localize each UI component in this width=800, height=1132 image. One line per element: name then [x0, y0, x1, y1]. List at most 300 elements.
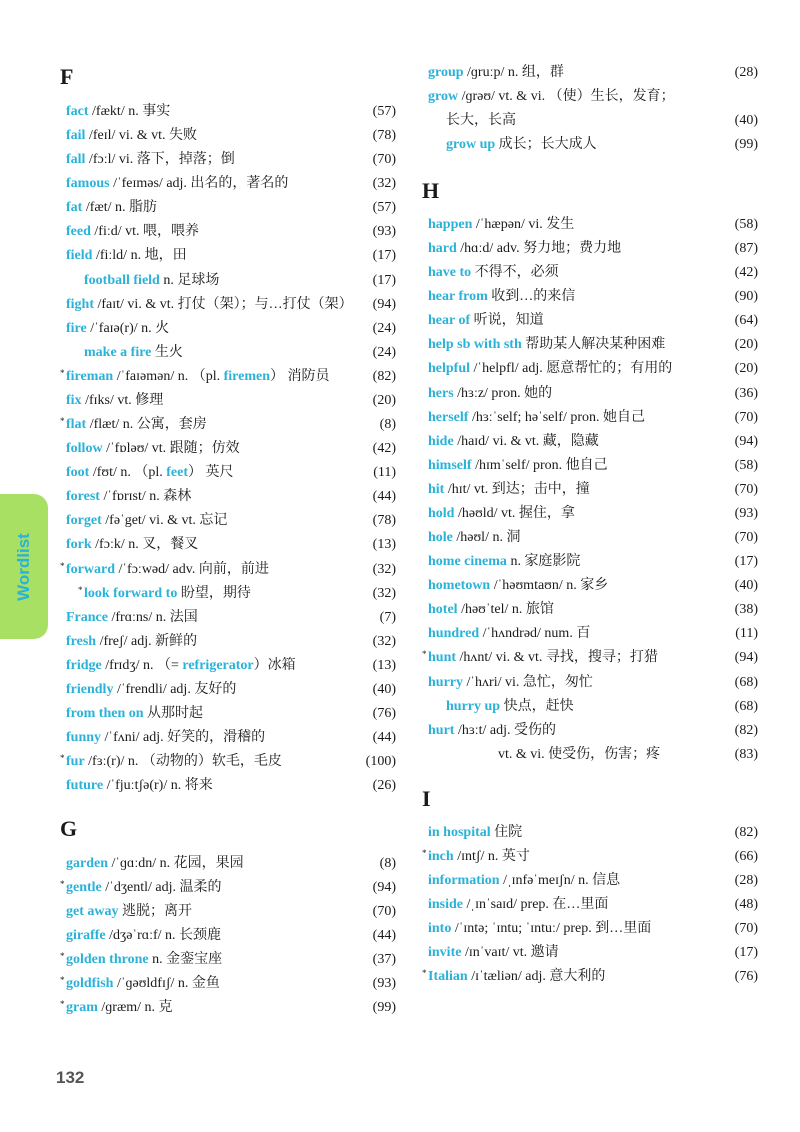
entry-definition: 从那时起: [143, 706, 204, 721]
entry-headword: fur: [66, 754, 85, 770]
entry-headword: happen: [428, 217, 473, 232]
wordlist-entry: [428, 455, 758, 477]
entry-definition: /ˈhelpfl/ adj. 愿意帮忙的；有用的: [470, 361, 673, 377]
entry-headword: hers: [428, 385, 454, 401]
wordlist-entry: [428, 599, 758, 621]
wordlist-entry: [66, 655, 396, 677]
wordlist-entry: [66, 221, 396, 243]
entry-definition: vt. & vi. 使受伤，伤害；疼: [498, 746, 661, 762]
entry-definition: /hɜːz/ pron. 她的: [453, 385, 553, 401]
entry-unit-ref: (83): [734, 746, 758, 762]
entry-definition: /ˈfʌni/ adj. 好笑的，滑稽的: [101, 730, 266, 746]
wordlist-entry: [446, 110, 758, 132]
entry-unit-ref: (17): [734, 554, 758, 570]
wordlist-entry: [66, 534, 396, 556]
wordlist-entry: [428, 894, 758, 916]
entry-unit-ref: (93): [372, 976, 396, 992]
wordlist-entry: [60, 973, 396, 995]
entry-headword: hear from: [428, 289, 488, 305]
entry-unit-ref: (57): [372, 104, 396, 119]
entry-unit-ref: (70): [734, 481, 758, 497]
entry-headword: fact: [66, 104, 89, 119]
wordlist-entry: [428, 720, 758, 742]
entry-definition: /ˈfaɪə(r)/ n. 火: [86, 320, 170, 336]
entry-definition: /fɪks/ vt. 修理: [81, 392, 164, 408]
entry-headword: invite: [428, 945, 462, 961]
entry-definition-tail: ） 英尺: [188, 465, 234, 481]
star-marker: *: [78, 584, 83, 595]
entry-definition: /ˈfɒrɪst/ n. 森林: [99, 489, 192, 505]
wordlist-entry: [428, 86, 758, 108]
entry-headword: foot: [66, 465, 90, 481]
entry-headword: inch: [428, 849, 454, 865]
entry-definition: /fiːd/ vt. 喂，喂养: [90, 224, 200, 240]
entry-unit-ref: (99): [734, 137, 758, 153]
entry-headword: fresh: [66, 633, 97, 649]
entry-headword: garden: [66, 856, 108, 871]
entry-unit-ref: (94): [734, 650, 758, 666]
entry-definition: /ˌɪnfəˈmeɪʃn/ n. 信息: [499, 873, 621, 889]
entry-unit-ref: (32): [372, 633, 396, 649]
entry-headword: hit: [428, 481, 445, 497]
entry-headword: group: [428, 65, 464, 80]
entry-unit-ref: (93): [372, 224, 396, 240]
entry-unit-ref: (32): [372, 561, 396, 577]
wordlist-entry: [66, 727, 396, 749]
entry-headword: Italian: [428, 969, 468, 985]
entry-unit-ref: (20): [372, 392, 396, 408]
entry-unit-ref: (94): [372, 296, 396, 312]
wordlist-entry: [498, 744, 758, 766]
entry-headword: hole: [428, 530, 453, 546]
entry-unit-ref: (58): [734, 217, 758, 232]
entry-unit-ref: (82): [734, 722, 758, 738]
entry-unit-ref: (28): [734, 65, 758, 80]
wordlist-entry: [446, 134, 758, 156]
wordlist-entry: [66, 438, 396, 460]
entry-headword: fire: [66, 320, 87, 336]
entry-headword: hurry up: [446, 698, 501, 714]
wordlist-entry: [428, 286, 758, 308]
entry-definition: /ˈdʒentl/ adj. 温柔的: [101, 880, 222, 896]
entry-unit-ref: (68): [734, 698, 758, 714]
entry-definition: 生火: [151, 344, 183, 360]
entry-unit-ref: (32): [372, 585, 396, 601]
entry-definition: /faɪt/ vi. & vt. 打仗（架）；与…打仗（架）: [94, 296, 353, 312]
star-marker: *: [60, 999, 65, 1010]
entry-unit-ref: (44): [372, 928, 396, 944]
entry-definition: /ˈfaɪəmən/ n. （pl.: [113, 368, 224, 384]
entry-definition: /ɪˈtæliən/ adj. 意大利的: [467, 969, 606, 985]
entry-unit-ref: (17): [372, 272, 396, 288]
entry-definition: /flæt/ n. 公寓，套房: [86, 417, 207, 433]
entry-unit-ref: (11): [373, 465, 396, 481]
entry-unit-ref: (64): [734, 313, 758, 329]
wordlist-entry: [428, 870, 758, 892]
entry-definition: 长大，长高: [446, 113, 516, 129]
wordlist-entry: [66, 318, 396, 340]
entry-headword: help sb with sth: [428, 337, 522, 353]
wordlist-entry: [84, 270, 396, 292]
entry-definition: /həʊl/ n. 洞: [452, 530, 521, 546]
entry-definition: /fiːld/ n. 地，田: [92, 248, 187, 264]
entry-definition: /fæt/ n. 脂肪: [82, 200, 157, 216]
entry-headword: hard: [428, 241, 457, 257]
entry-unit-ref: (68): [734, 674, 758, 690]
entry-headword: grow up: [446, 137, 496, 153]
entry-definition: /ɡruːp/ n. 组，群: [463, 65, 564, 80]
entry-definition-tail: ） 消防员: [270, 368, 330, 384]
entry-headword: have to: [428, 265, 472, 281]
wordlist-entry: [66, 462, 396, 484]
entry-definition: 收到…的来信: [487, 289, 576, 305]
wordlist-entry: [428, 527, 758, 549]
wordlist-entry: [428, 918, 758, 940]
entry-unit-ref: (20): [734, 337, 758, 353]
entry-unit-ref: (44): [372, 489, 396, 505]
entry-unit-ref: (24): [372, 320, 396, 336]
entry-headword: fight: [66, 296, 94, 312]
wordlist-entry: [66, 197, 396, 219]
entry-headword: gram: [66, 1000, 98, 1016]
entry-definition: /fɔːl/ vi. 落下，掉落；倒: [85, 152, 235, 168]
entry-headword: football field: [84, 272, 160, 288]
entry-definition: /ˈfɔːwəd/ adv. 向前，前进: [115, 561, 269, 577]
wordlist-entry: [422, 846, 758, 868]
entry-definition: /hɜːt/ adj. 受伤的: [454, 722, 556, 738]
entry-definition: 成长；长大成人: [495, 137, 597, 153]
entry-definition: n. 家庭影院: [506, 554, 581, 570]
entry-unit-ref: (40): [734, 113, 758, 129]
wordlist-side-tab: [0, 494, 48, 639]
section-letter-h: H: [422, 178, 440, 203]
entry-definition: 快点，赶快: [500, 698, 574, 714]
entry-unit-ref: (57): [372, 200, 396, 216]
wordlist-entry: [60, 559, 396, 581]
star-marker: *: [60, 975, 65, 986]
wordlist-entry: [60, 997, 396, 1019]
entry-headword: flat: [66, 417, 87, 433]
entry-headword: golden throne: [66, 952, 149, 968]
entry-headword: gentle: [66, 880, 102, 896]
entry-definition: /hɜːˈself; həˈself/ pron. 她自己: [468, 409, 646, 425]
entry-headword: hear of: [428, 313, 471, 329]
wordlist-entry: [428, 575, 758, 597]
entry-headword: fireman: [66, 368, 114, 384]
entry-definition: /ˌɪnˈsaɪd/ prep. 在…里面: [463, 897, 609, 913]
entry-definition: /frɑːns/ n. 法国: [107, 609, 198, 625]
wordlist-entry: [66, 173, 396, 195]
entry-definition: /ˈhəʊmtaʊn/ n. 家乡: [490, 578, 609, 594]
entry-headword: funny: [66, 730, 102, 746]
entry-unit-ref: (42): [372, 441, 396, 457]
entry-headword: fat: [66, 200, 83, 216]
entry-headword: follow: [66, 441, 103, 457]
entry-unit-ref: (32): [372, 176, 396, 192]
entry-headword: helpful: [428, 361, 471, 377]
entry-unit-ref: (7): [379, 609, 396, 625]
entry-unit-ref: (90): [734, 289, 758, 305]
star-marker: *: [422, 649, 427, 660]
entry-unit-ref: (93): [734, 505, 758, 521]
entry-definition: /ɪnˈvaɪt/ vt. 邀请: [461, 945, 559, 961]
entry-definition: 不得不，必须: [471, 265, 559, 281]
wordlist-entry: [66, 486, 396, 508]
entry-headword: hide: [428, 433, 454, 449]
wordlist-entry: [66, 510, 396, 532]
entry-unit-ref: (40): [734, 578, 758, 594]
entry-definition: /hɪt/ vt. 到达；击中，撞: [444, 481, 590, 497]
wordlist-entry: [66, 853, 396, 875]
entry-headword: friendly: [66, 681, 114, 697]
wordlist-entry: [428, 942, 758, 964]
entry-unit-ref: (38): [734, 602, 758, 618]
entry-definition: /fɔːk/ n. 叉，餐叉: [91, 537, 199, 553]
entry-headword: hundred: [428, 626, 480, 642]
wordlist-entry: [428, 310, 758, 332]
entry-definition: n. 金銮宝座: [148, 952, 223, 968]
wordlist-entry: [428, 238, 758, 260]
entry-unit-ref: (13): [372, 537, 396, 553]
entry-unit-ref: (11): [735, 626, 758, 642]
entry-unit-ref: (82): [734, 825, 758, 840]
entry-definition: /fəˈget/ vi. & vt. 忘记: [101, 513, 228, 529]
wordlist-entry: [66, 294, 396, 316]
entry-headword: future: [66, 778, 104, 794]
wordlist-entry: [428, 262, 758, 284]
star-marker: *: [60, 416, 65, 427]
entry-definition: /ˈfeɪməs/ adj. 出名的，著名的: [109, 176, 289, 192]
entry-unit-ref: (26): [372, 778, 396, 794]
entry-unit-ref: (70): [372, 904, 396, 920]
entry-headword: forward: [66, 561, 115, 577]
wordlist-entry: [66, 125, 396, 147]
entry-unit-ref: (66): [734, 849, 758, 865]
entry-definition: /həʊˈtel/ n. 旅馆: [457, 602, 554, 618]
entry-unit-ref: (70): [734, 530, 758, 546]
entry-definition: /ɪntʃ/ n. 英寸: [453, 849, 530, 865]
wordlist-entry: [446, 696, 758, 718]
entry-definition: /fɜː(r)/ n. （动物的）软毛，毛皮: [84, 754, 282, 770]
entry-definition: /ˈɡəʊldfɪʃ/ n. 金鱼: [113, 976, 220, 992]
entry-definition: /fʊt/ n. （pl.: [89, 465, 167, 481]
entry-unit-ref: (94): [734, 433, 758, 449]
entry-definition: /haɪd/ vi. & vt. 藏，隐藏: [453, 433, 599, 449]
entry-headword: France: [66, 609, 108, 625]
wordlist-entry: [66, 390, 396, 412]
entry-definition: 住院: [490, 825, 523, 840]
entry-headword: look forward to: [84, 585, 178, 601]
entry-definition: 帮助某人解决某种困难: [521, 337, 666, 353]
entry-unit-ref: (8): [379, 417, 396, 433]
wordlist-entry: [66, 901, 396, 923]
entry-unit-ref: (94): [372, 880, 396, 896]
entry-definition: 盼望，期待: [177, 585, 251, 601]
entry-unit-ref: (44): [372, 730, 396, 746]
wordlist-entry: [84, 342, 396, 364]
entry-unit-ref: (28): [734, 873, 758, 889]
wordlist-entry: [66, 925, 396, 947]
entry-headword: forget: [66, 513, 102, 529]
section-letter-f: F: [60, 64, 74, 89]
entry-headword: from then on: [66, 706, 144, 721]
entry-unit-ref: (40): [372, 681, 396, 697]
entry-definition: /fækt/ n. 事实: [88, 104, 171, 119]
entry-headword: make a fire: [84, 344, 152, 360]
entry-inline-form: firemen: [223, 368, 270, 384]
wordlist-entry: [422, 966, 758, 988]
star-marker: *: [422, 848, 427, 859]
entry-unit-ref: (13): [372, 657, 396, 673]
entry-unit-ref: (100): [365, 754, 396, 770]
entry-headword: information: [428, 873, 500, 889]
entry-headword: fall: [66, 152, 86, 168]
entry-definition: n. 足球场: [159, 272, 220, 288]
wordlist-entry: [428, 62, 758, 84]
entry-headword: feed: [66, 224, 91, 240]
entry-headword: fix: [66, 392, 82, 408]
entry-unit-ref: (37): [372, 952, 396, 968]
entry-unit-ref: (87): [734, 241, 758, 257]
entry-definition: /hʌnt/ vi. & vt. 寻找，搜寻；打猎: [456, 650, 658, 666]
section-letter-i: I: [422, 786, 431, 811]
wordlist-tab-label: Wordlist: [14, 532, 33, 601]
section-letter-g: G: [60, 816, 78, 841]
entry-definition: /ˈɪntə; ˈɪntu; ˈɪntuː/ prep. 到…里面: [451, 921, 652, 937]
entry-definition: /ˈɡɑːdn/ n. 花园，果园: [108, 856, 244, 871]
wordlist-entry: [66, 775, 396, 797]
entry-unit-ref: (8): [379, 856, 396, 871]
entry-unit-ref: (70): [372, 152, 396, 168]
wordlist-entry: [66, 607, 396, 629]
entry-definition: 逃脱；离开: [118, 904, 192, 920]
page-number: 132: [56, 1068, 85, 1087]
wordlist-entry: [60, 751, 396, 773]
entry-unit-ref: (99): [372, 1000, 396, 1016]
entry-headword: inside: [428, 897, 464, 913]
entry-definition: /həʊld/ vt. 握住，拿: [454, 505, 575, 521]
entry-inline-form: feet: [166, 465, 188, 481]
star-marker: *: [422, 968, 427, 979]
entry-headword: hotel: [428, 602, 458, 618]
entry-unit-ref: (17): [734, 945, 758, 961]
wordlist-entry: [428, 334, 758, 356]
wordlist-entry: [66, 101, 396, 123]
wordlist-entry: [428, 358, 758, 380]
star-marker: *: [60, 367, 65, 378]
entry-unit-ref: (36): [734, 385, 758, 401]
entry-headword: get away: [66, 904, 119, 920]
entry-unit-ref: (78): [372, 128, 396, 144]
wordlist-entry: [66, 149, 396, 171]
entry-definition: /ɡræm/ n. 克: [97, 1000, 173, 1016]
wordlist-entry: [66, 703, 396, 725]
entry-definition: /frɪdʒ/ n. （=: [101, 657, 183, 673]
wordlist-entry: [428, 407, 758, 429]
entry-headword: fail: [66, 128, 86, 144]
entry-headword: himself: [428, 457, 472, 473]
entry-headword: goldfish: [66, 976, 114, 992]
wordlist-entry: [66, 245, 396, 267]
wordlist-entry: [66, 679, 396, 701]
wordlist-entry: [60, 949, 396, 971]
star-marker: *: [60, 560, 65, 571]
entry-definition: /freʃ/ adj. 新鲜的: [96, 633, 198, 649]
entry-definition: /ˈfjuːtʃə(r)/ n. 将来: [103, 778, 213, 794]
entry-definition: /ˈfɒləʊ/ vt. 跟随；仿效: [102, 441, 240, 457]
wordlist-entry: [60, 414, 396, 436]
wordlist-entry: [78, 583, 396, 605]
entry-headword: in hospital: [428, 825, 491, 840]
wordlist-entry: [428, 672, 758, 694]
entry-headword: fridge: [66, 657, 102, 673]
entry-definition-tail: ）冰箱: [253, 657, 296, 673]
entry-unit-ref: (76): [372, 706, 396, 721]
entry-unit-ref: (48): [734, 897, 758, 913]
entry-definition: /hɪmˈself/ pron. 他自己: [471, 457, 608, 473]
entry-headword: hold: [428, 505, 455, 521]
entry-headword: field: [66, 248, 93, 264]
entry-unit-ref: (17): [372, 248, 396, 264]
wordlist-entry: [428, 214, 758, 236]
star-marker: *: [60, 753, 65, 764]
wordlist-entry: [428, 479, 758, 501]
entry-definition: /hɑːd/ adv. 努力地；费力地: [456, 241, 622, 257]
wordlist-entry: [428, 383, 758, 405]
wordlist-entry: [60, 877, 396, 899]
star-marker: *: [60, 951, 65, 962]
entry-definition: /feɪl/ vi. & vt. 失败: [85, 128, 198, 144]
entry-headword: hurt: [428, 722, 455, 738]
star-marker: *: [60, 879, 65, 890]
entry-unit-ref: (58): [734, 457, 758, 473]
wordlist-entry: [428, 623, 758, 645]
entry-unit-ref: (78): [372, 513, 396, 529]
wordlist-entry: [428, 431, 758, 453]
entry-unit-ref: (70): [734, 409, 758, 425]
entry-definition: /ˈhʌri/ vi. 急忙，匆忙: [463, 674, 593, 690]
wordlist-entry: [60, 366, 396, 388]
entry-definition: /dʒəˈrɑːf/ n. 长颈鹿: [105, 928, 222, 944]
entry-headword: famous: [66, 176, 110, 192]
entry-inline-form: refrigerator: [182, 657, 254, 673]
wordlist-entry: [66, 631, 396, 653]
entry-unit-ref: (20): [734, 361, 758, 377]
entry-unit-ref: (70): [734, 921, 758, 937]
entry-definition: 听说，知道: [470, 313, 544, 329]
entry-headword: hunt: [428, 650, 457, 666]
entry-headword: forest: [66, 489, 100, 505]
entry-headword: into: [428, 921, 452, 937]
wordlist-entry: [428, 551, 758, 573]
entry-headword: home cinema: [428, 554, 507, 570]
entry-headword: giraffe: [66, 928, 106, 944]
wordlist-entry: [422, 647, 758, 669]
entry-definition: /ˈhʌndrəd/ num. 百: [479, 626, 591, 642]
entry-headword: hometown: [428, 578, 491, 594]
entry-unit-ref: (82): [372, 368, 396, 384]
entry-headword: grow: [428, 89, 459, 105]
entry-definition: /ˈhæpən/ vi. 发生: [472, 217, 575, 232]
entry-definition: /ˈfrendli/ adj. 友好的: [113, 681, 237, 697]
entry-unit-ref: (24): [372, 344, 396, 360]
entry-unit-ref: (42): [734, 265, 758, 281]
wordlist-entry: [428, 822, 758, 844]
wordlist-entry: [428, 503, 758, 525]
entry-headword: herself: [428, 409, 469, 425]
entry-headword: hurry: [428, 674, 463, 690]
entry-unit-ref: (76): [734, 969, 758, 985]
